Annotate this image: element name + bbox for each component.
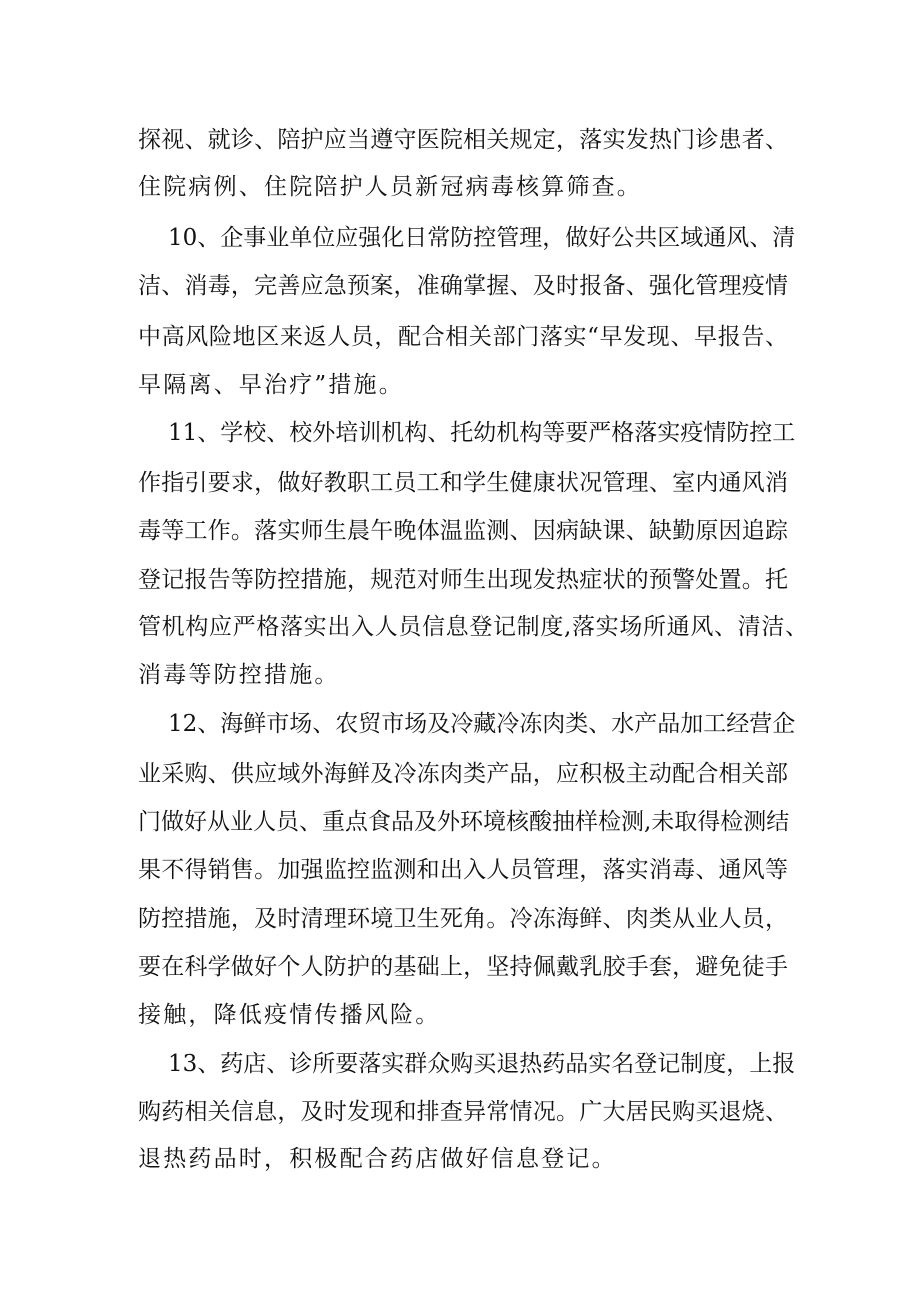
text-line: 接触，降低疫情传播风险。 — [138, 1002, 441, 1028]
text-line: 探视、就诊、陪护应当遵守医院相关规定，落实发热门诊患者、 — [138, 127, 789, 153]
text-line: 毒等工作。落实师生晨午晚体温监测、因病缺课、缺勤原因追踪 — [138, 518, 789, 544]
text-line: 业采购、供应域外海鲜及冷冻肉类产品，应积极主动配合相关部 — [138, 761, 789, 787]
text-line: 消毒等防控措施。 — [138, 662, 340, 688]
text-line: 13、药店、诊所要落实群众购买退热药品实名登记制度，上报 — [168, 1051, 796, 1077]
text-line: 中高风险地区来返人员，配合相关部门落实“早发现、早报告、 — [138, 324, 789, 350]
text-line: 门做好从业人员、重点食品及外环境核酸抽样检测,未取得检测结 — [138, 809, 790, 835]
text-line: 管机构应严格落实出入人员信息登记制度,落实场所通风、清洁、 — [138, 614, 809, 640]
text-line: 早隔离、早治疗”措施。 — [138, 372, 404, 398]
text-line: 12、海鲜市场、农贸市场及冷藏冷冻肉类、水产品加工经营企 — [168, 711, 796, 737]
text-line: 防控措施，及时清理环境卫生死角。冷冻海鲜、肉类从业人员， — [138, 906, 789, 932]
text-line: 果不得销售。加强监控监测和出入人员管理，落实消毒、通风等 — [138, 857, 789, 883]
text-line: 购药相关信息，及时发现和排查异常情况。广大居民购买退烧、 — [138, 1099, 789, 1125]
text-line: 洁、消毒，完善应急预案，准确掌握、及时报备、强化管理疫情 — [138, 273, 789, 299]
text-line: 11、学校、校外培训机构、托幼机构等要严格落实疫情防控工 — [168, 420, 796, 446]
text-line: 登记报告等防控措施，规范对师生出现发热症状的预警处置。托 — [138, 567, 789, 593]
text-line: 退热药品时，积极配合药店做好信息登记。 — [138, 1146, 617, 1172]
text-line: 作指引要求，做好教职工员工和学生健康状况管理、室内通风消 — [138, 470, 789, 496]
text-line: 要在科学做好个人防护的基础上，坚持佩戴乳胶手套，避免徒手 — [138, 954, 789, 980]
text-line: 住院病例、住院陪护人员新冠病毒核算筛查。 — [138, 174, 642, 200]
text-line: 10、企事业单位应强化日常防控管理，做好公共区域通风、清 — [168, 225, 796, 251]
